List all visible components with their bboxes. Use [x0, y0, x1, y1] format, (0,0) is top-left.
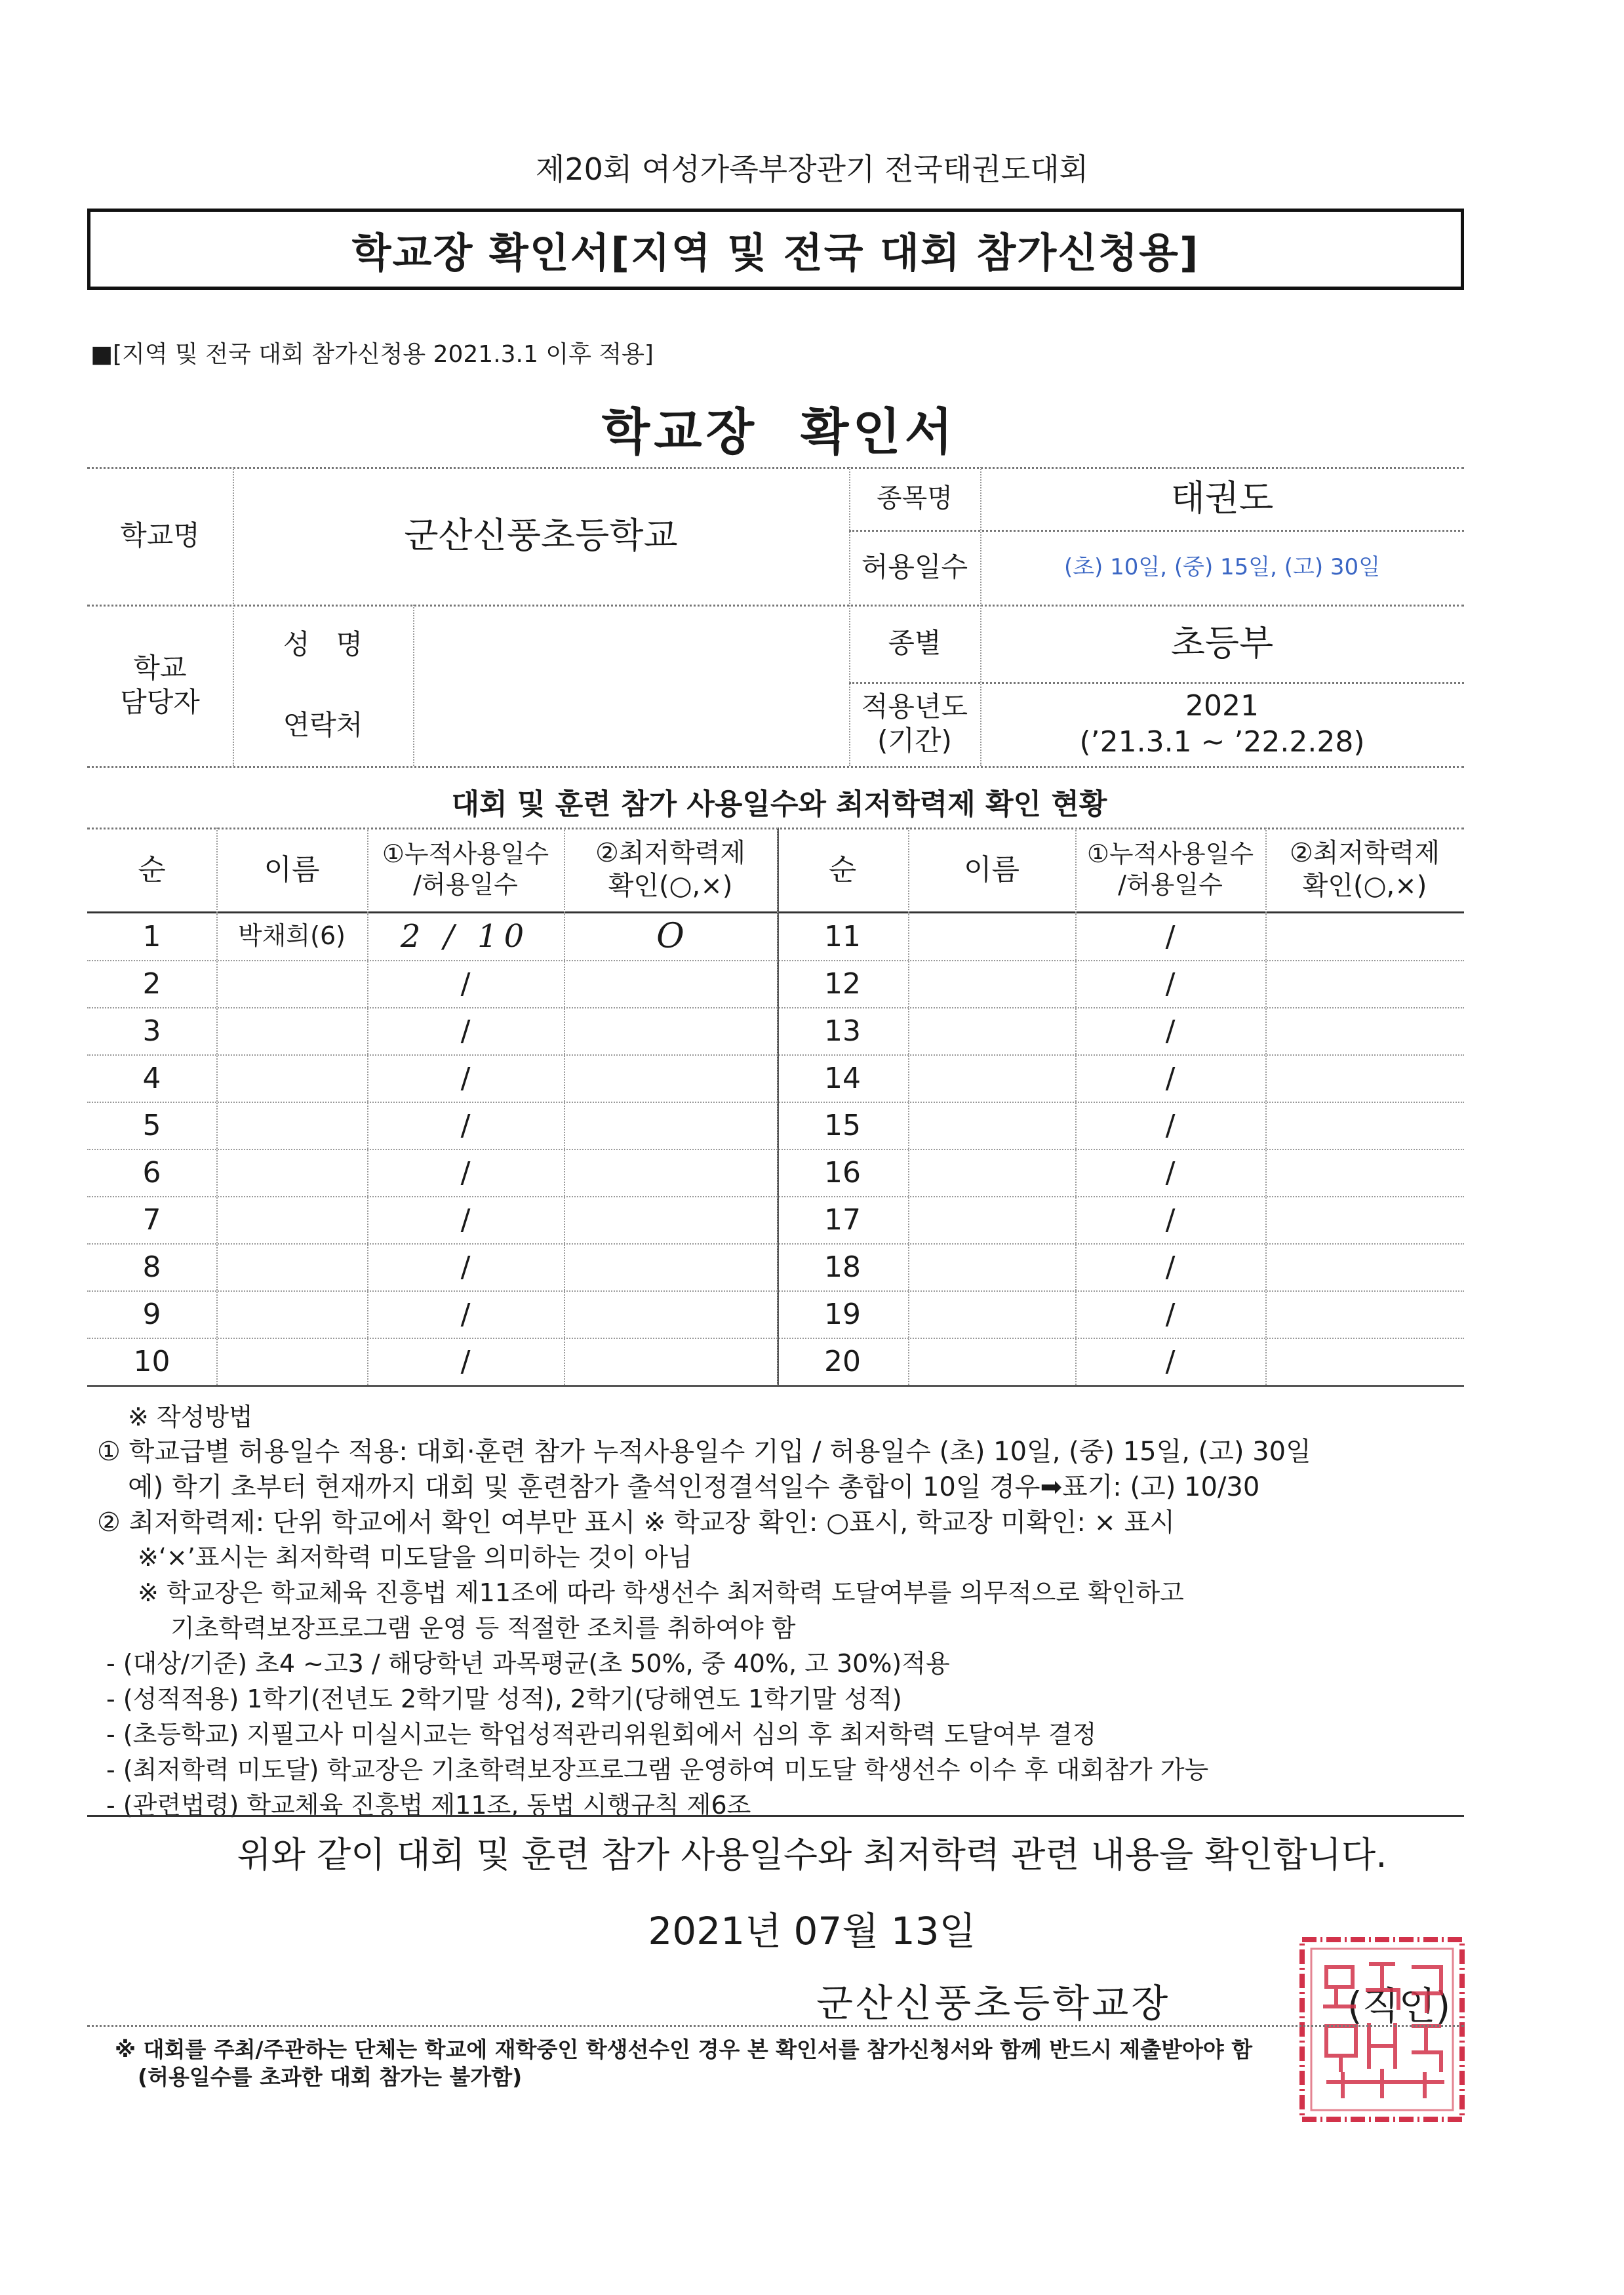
row-name[interactable] — [216, 1149, 367, 1196]
year-value-line2: (’21.3.1 ~ ’22.2.28) — [1079, 725, 1365, 759]
year-label-line2: (기간) — [877, 725, 952, 757]
manager-label-line2: 담당자 — [120, 686, 200, 718]
row-confirm[interactable] — [564, 1290, 777, 1338]
row-confirm[interactable]: O — [656, 916, 684, 956]
year-value-line1: 2021 — [1185, 689, 1259, 723]
school-name-value: 군산신풍초등학교 — [404, 515, 678, 557]
title-box-text: 학교장 확인서[지역 및 전국 대회 참가신청용] — [351, 228, 1200, 277]
year-label-line1: 적용년도 — [861, 690, 968, 723]
instruction-line: - (대상/기준) 초4 ~고3 / 해당학년 과목평균(초 50%, 중 40%, 고 30%)적용 — [106, 1649, 950, 1678]
row-name[interactable] — [908, 913, 1075, 960]
row-no: 1 — [142, 919, 161, 953]
row-name[interactable] — [216, 1196, 367, 1243]
row-divider — [87, 1385, 1464, 1387]
row-name[interactable] — [216, 1290, 367, 1338]
row-days[interactable]: / — [1165, 1155, 1176, 1189]
header-min-line1: ②최저학력제 — [595, 838, 746, 868]
instruction-line: - (초등학교) 지필고사 미실시교는 학업성적관리위원회에서 심의 후 최저학력 도달여부 결정 — [106, 1720, 1097, 1749]
row-confirm[interactable] — [564, 1149, 777, 1196]
header-days-line1: ①누적사용일수 — [1086, 839, 1254, 868]
header-min-line2: 확인(○,×) — [1302, 871, 1427, 901]
official-seal — [1297, 1934, 1467, 2125]
row-days[interactable]: / — [460, 1344, 471, 1378]
allowed-days-label: 허용일수 — [861, 550, 968, 583]
header-name-left: 이름 — [264, 852, 320, 887]
header-min-line1: ②최저학력제 — [1289, 838, 1440, 868]
header-min-line2: 확인(○,×) — [608, 871, 733, 901]
row-name[interactable] — [216, 1102, 367, 1149]
status-title: 대회 및 훈련 참가 사용일수와 최저학력제 확인 현황 — [451, 788, 1107, 821]
title-box — [87, 209, 1464, 290]
row-days[interactable]: / — [460, 1203, 471, 1237]
row-name[interactable] — [908, 1102, 1075, 1149]
row-no: 5 — [142, 1108, 161, 1142]
row-days[interactable]: / — [460, 1250, 471, 1284]
row-name[interactable] — [908, 1290, 1075, 1338]
row-days[interactable]: / — [460, 1297, 471, 1331]
row-days[interactable]: / — [1165, 1061, 1176, 1095]
division-value: 초등부 — [1170, 622, 1274, 664]
signer-name: 군산신풍초등학교장 — [816, 1981, 1171, 2026]
row-no: 8 — [142, 1250, 161, 1284]
header-days-left — [367, 828, 564, 911]
row-name[interactable] — [216, 960, 367, 1007]
row-days[interactable]: / — [1165, 1250, 1176, 1284]
row-confirm[interactable] — [564, 1243, 777, 1290]
contact-label: 연락처 — [283, 709, 363, 742]
row-no: 19 — [824, 1297, 861, 1331]
row-no: 11 — [824, 919, 861, 953]
row-days[interactable]: / — [1165, 1014, 1176, 1048]
row-days[interactable]: / — [1165, 1344, 1176, 1378]
header-min-left — [564, 828, 777, 911]
header-min-right — [1265, 828, 1464, 911]
instruction-line: - (관련법령) 학교체육 진흥법 제11조, 동법 시행규칙 제6조 — [106, 1791, 751, 1820]
row-no: 2 — [142, 967, 161, 1001]
row-no: 18 — [824, 1250, 861, 1284]
row-confirm[interactable] — [564, 960, 777, 1007]
row-no: 6 — [142, 1155, 161, 1189]
row-name[interactable]: 박채희(6) — [238, 921, 346, 951]
row-name[interactable] — [908, 1196, 1075, 1243]
header-name-right: 이름 — [963, 852, 1020, 887]
instruction-line: - (최저학력 미도달) 학교장은 기초학력보장프로그램 운영하여 미도달 학생선수 이수 후 대회참가 가능 — [106, 1755, 1209, 1784]
sport-value: 태권도 — [1170, 477, 1274, 519]
row-days[interactable]: 2 / 10 — [400, 918, 531, 955]
row-confirm[interactable] — [564, 1196, 777, 1243]
row-confirm[interactable] — [1265, 1102, 1464, 1149]
sport-label: 종목명 — [877, 483, 953, 513]
row-confirm[interactable] — [1265, 1338, 1464, 1385]
row-days[interactable]: / — [1165, 919, 1176, 953]
header-no-left: 순 — [138, 852, 166, 887]
name-label: 성 명 — [283, 628, 363, 661]
row-confirm[interactable] — [1265, 1149, 1464, 1196]
row-no: 7 — [142, 1203, 161, 1237]
bottom-note-line1: ※ 대회를 주최/주관하는 단체는 학교에 재학중인 학생선수인 경우 본 확인서를 참가신청서와 함께 반드시 제출받아야 함 — [115, 2037, 1253, 2062]
school-name-label: 학교명 — [120, 519, 200, 551]
year-value — [980, 682, 1464, 766]
row-confirm[interactable] — [564, 1102, 777, 1149]
header-days-line1: ①누적사용일수 — [382, 839, 549, 868]
header-no-right: 순 — [828, 852, 857, 887]
row-no: 14 — [824, 1061, 861, 1095]
allowed-days-value: (초) 10일, (중) 15일, (고) 30일 — [1063, 553, 1381, 580]
division-label: 종별 — [888, 626, 941, 659]
year-label — [849, 682, 980, 766]
instructions-heading: ※ 작성방법 — [128, 1403, 253, 1431]
instruction-line: 예) 학기 초부터 현재까지 대회 및 훈련참가 출석인정결석일수 총합이 10일 경우➡표기: (고) 10/30 — [128, 1472, 1260, 1502]
row-name[interactable] — [216, 1338, 367, 1385]
row-days[interactable]: / — [1165, 967, 1176, 1001]
row-name[interactable] — [908, 1338, 1075, 1385]
row-confirm[interactable] — [1265, 1243, 1464, 1290]
row-name[interactable] — [908, 1243, 1075, 1290]
row-name[interactable] — [908, 1007, 1075, 1054]
instruction-line: - (성적적용) 1학기(전년도 2학기말 성적), 2학기(당해연도 1학기말 성적) — [106, 1685, 902, 1713]
row-no: 3 — [142, 1014, 161, 1048]
row-no: 17 — [824, 1203, 861, 1237]
row-days[interactable]: / — [460, 1155, 471, 1189]
row-days[interactable]: / — [1165, 1297, 1176, 1331]
bottom-note-line2: (허용일수를 초과한 대회 참가는 불가함) — [138, 2064, 523, 2090]
row-confirm[interactable] — [1265, 1054, 1464, 1102]
confirm-date: 2021년 07월 13일 — [648, 1909, 976, 1953]
row-confirm[interactable] — [564, 1338, 777, 1385]
row-days[interactable]: / — [460, 967, 471, 1001]
header-days-right — [1075, 828, 1265, 911]
row-no: 9 — [142, 1297, 161, 1331]
row-days[interactable]: / — [1165, 1203, 1176, 1237]
row-no: 13 — [824, 1014, 861, 1048]
row-no: 16 — [824, 1155, 861, 1189]
event-title: 제20회 여성가족부장관기 전국태권도대회 — [535, 151, 1089, 187]
header-days-line2: /허용일수 — [413, 870, 518, 899]
row-days[interactable]: / — [460, 1061, 471, 1095]
confirm-statement: 위와 같이 대회 및 훈련 참가 사용일수와 최저학력 관련 내용을 확인합니다. — [237, 1834, 1387, 1875]
row-name[interactable] — [908, 960, 1075, 1007]
manager-label-line1: 학교 — [133, 651, 187, 684]
row-confirm[interactable] — [1265, 1007, 1464, 1054]
manager-label — [87, 605, 233, 766]
instruction-line: ※ 학교장은 학교체육 진흥법 제11조에 따라 학생선수 최저학력 도달여부를 의무적으로 확인하고 — [138, 1578, 1184, 1607]
instruction-line: ※‘×’표시는 최저학력 미도달을 의미하는 것이 아님 — [138, 1543, 692, 1572]
row-name[interactable] — [908, 1149, 1075, 1196]
row-confirm[interactable] — [564, 1007, 777, 1054]
instruction-line: 기초학력보장프로그램 운영 등 적절한 조치를 취하여야 함 — [170, 1614, 796, 1643]
name-value[interactable] — [413, 605, 849, 685]
row-no: 12 — [824, 967, 861, 1001]
row-confirm[interactable] — [1265, 913, 1464, 960]
row-days[interactable]: / — [460, 1108, 471, 1142]
row-name[interactable] — [216, 1007, 367, 1054]
row-no: 15 — [824, 1108, 861, 1142]
row-days[interactable]: / — [460, 1014, 471, 1048]
row-no: 4 — [142, 1061, 161, 1095]
row-confirm[interactable] — [1265, 1196, 1464, 1243]
row-days[interactable]: / — [1165, 1108, 1176, 1142]
row-confirm[interactable] — [1265, 960, 1464, 1007]
row-confirm[interactable] — [564, 1054, 777, 1102]
row-confirm[interactable] — [1265, 1290, 1464, 1338]
header-days-line2: /허용일수 — [1118, 870, 1223, 899]
apply-note: ■[지역 및 전국 대회 참가신청용 2021.3.1 이후 적용] — [90, 341, 654, 368]
instruction-line: ① 학교급별 허용일수 적용: 대회·훈련 참가 누적사용일수 기입 / 허용일수 (초) 10일, (중) 15일, (고) 30일 — [97, 1437, 1311, 1467]
row-name[interactable] — [216, 1243, 367, 1290]
contact-value[interactable] — [413, 685, 849, 766]
row-no: 10 — [133, 1344, 170, 1378]
instruction-line: ② 최저학력제: 단위 학교에서 확인 여부만 표시 ※ 학교장 확인: ○표시, 학교장 미확인: × 표시 — [97, 1507, 1176, 1538]
main-title: 학교장 확인서 — [601, 403, 957, 461]
seal-label: (직인) — [1347, 1984, 1451, 2028]
row-no: 20 — [824, 1344, 861, 1378]
row-name[interactable] — [216, 1054, 367, 1102]
row-name[interactable] — [908, 1054, 1075, 1102]
